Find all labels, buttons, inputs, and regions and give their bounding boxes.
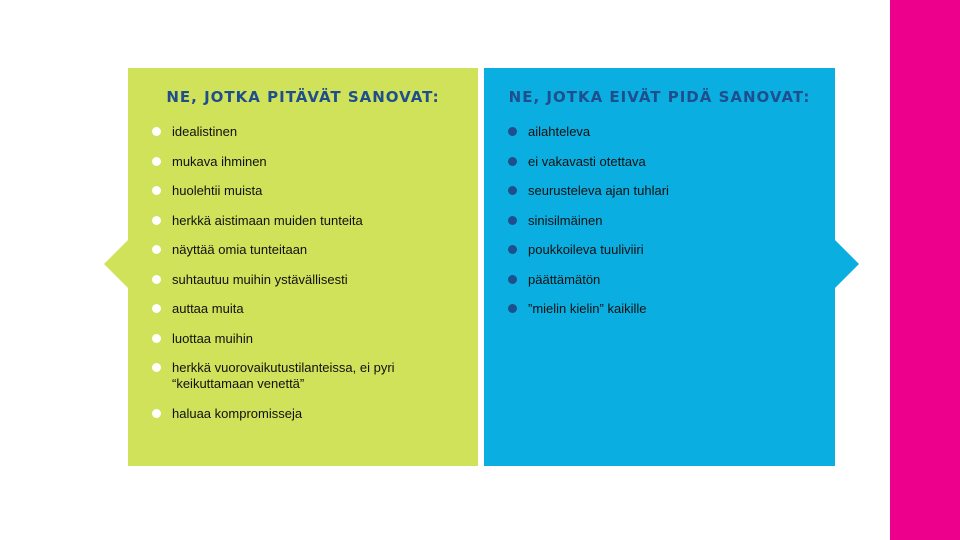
accent-bar bbox=[890, 0, 960, 540]
list-item: herkkä aistimaan muiden tunteita bbox=[150, 213, 464, 229]
bullet-icon bbox=[152, 275, 161, 284]
bullet-icon bbox=[152, 363, 161, 372]
bullet-icon bbox=[508, 216, 517, 225]
list-item: poukkoileva tuuliviiri bbox=[506, 242, 821, 258]
left-list bbox=[150, 124, 464, 435]
list-item: idealistinen bbox=[150, 124, 464, 140]
list-item: päättämätön bbox=[506, 272, 821, 288]
bullet-icon bbox=[152, 186, 161, 195]
bullet-icon bbox=[152, 245, 161, 254]
right-list bbox=[506, 124, 821, 331]
list-item: näyttää omia tunteitaan bbox=[150, 242, 464, 258]
right-panel-notch bbox=[835, 240, 859, 288]
list-item: seurusteleva ajan tuhlari bbox=[506, 183, 821, 199]
bullet-icon bbox=[508, 186, 517, 195]
bullet-icon bbox=[152, 127, 161, 136]
list-item: haluaa kompromisseja bbox=[150, 406, 464, 422]
list-item: huolehtii muista bbox=[150, 183, 464, 199]
bullet-icon bbox=[152, 334, 161, 343]
list-item: herkkä vuorovaikutustilanteissa, ei pyri “keikuttamaan venettä” bbox=[150, 360, 464, 392]
list-item: ei vakavasti otettava bbox=[506, 154, 821, 170]
bullet-icon bbox=[508, 275, 517, 284]
left-panel-notch bbox=[104, 240, 128, 288]
bullet-icon bbox=[508, 245, 517, 254]
bullet-icon bbox=[152, 216, 161, 225]
bullet-icon bbox=[508, 304, 517, 313]
list-item: luottaa muihin bbox=[150, 331, 464, 347]
bullet-icon bbox=[152, 409, 161, 418]
bullet-icon bbox=[152, 304, 161, 313]
left-panel bbox=[128, 68, 478, 466]
right-panel bbox=[484, 68, 835, 466]
list-item: ailahteleva bbox=[506, 124, 821, 140]
list-item: ”mielin kielin” kaikille bbox=[506, 301, 821, 317]
list-item: mukava ihminen bbox=[150, 154, 464, 170]
list-item: suhtautuu muihin ystävällisesti bbox=[150, 272, 464, 288]
list-item: auttaa muita bbox=[150, 301, 464, 317]
list-item: sinisilmäinen bbox=[506, 213, 821, 229]
bullet-icon bbox=[152, 157, 161, 166]
bullet-icon bbox=[508, 157, 517, 166]
right-heading: NE, JOTKA EIVÄT PIDÄ SANOVAT: bbox=[508, 88, 811, 106]
left-heading: NE, JOTKA PITÄVÄT SANOVAT: bbox=[166, 88, 440, 106]
bullet-icon bbox=[508, 127, 517, 136]
